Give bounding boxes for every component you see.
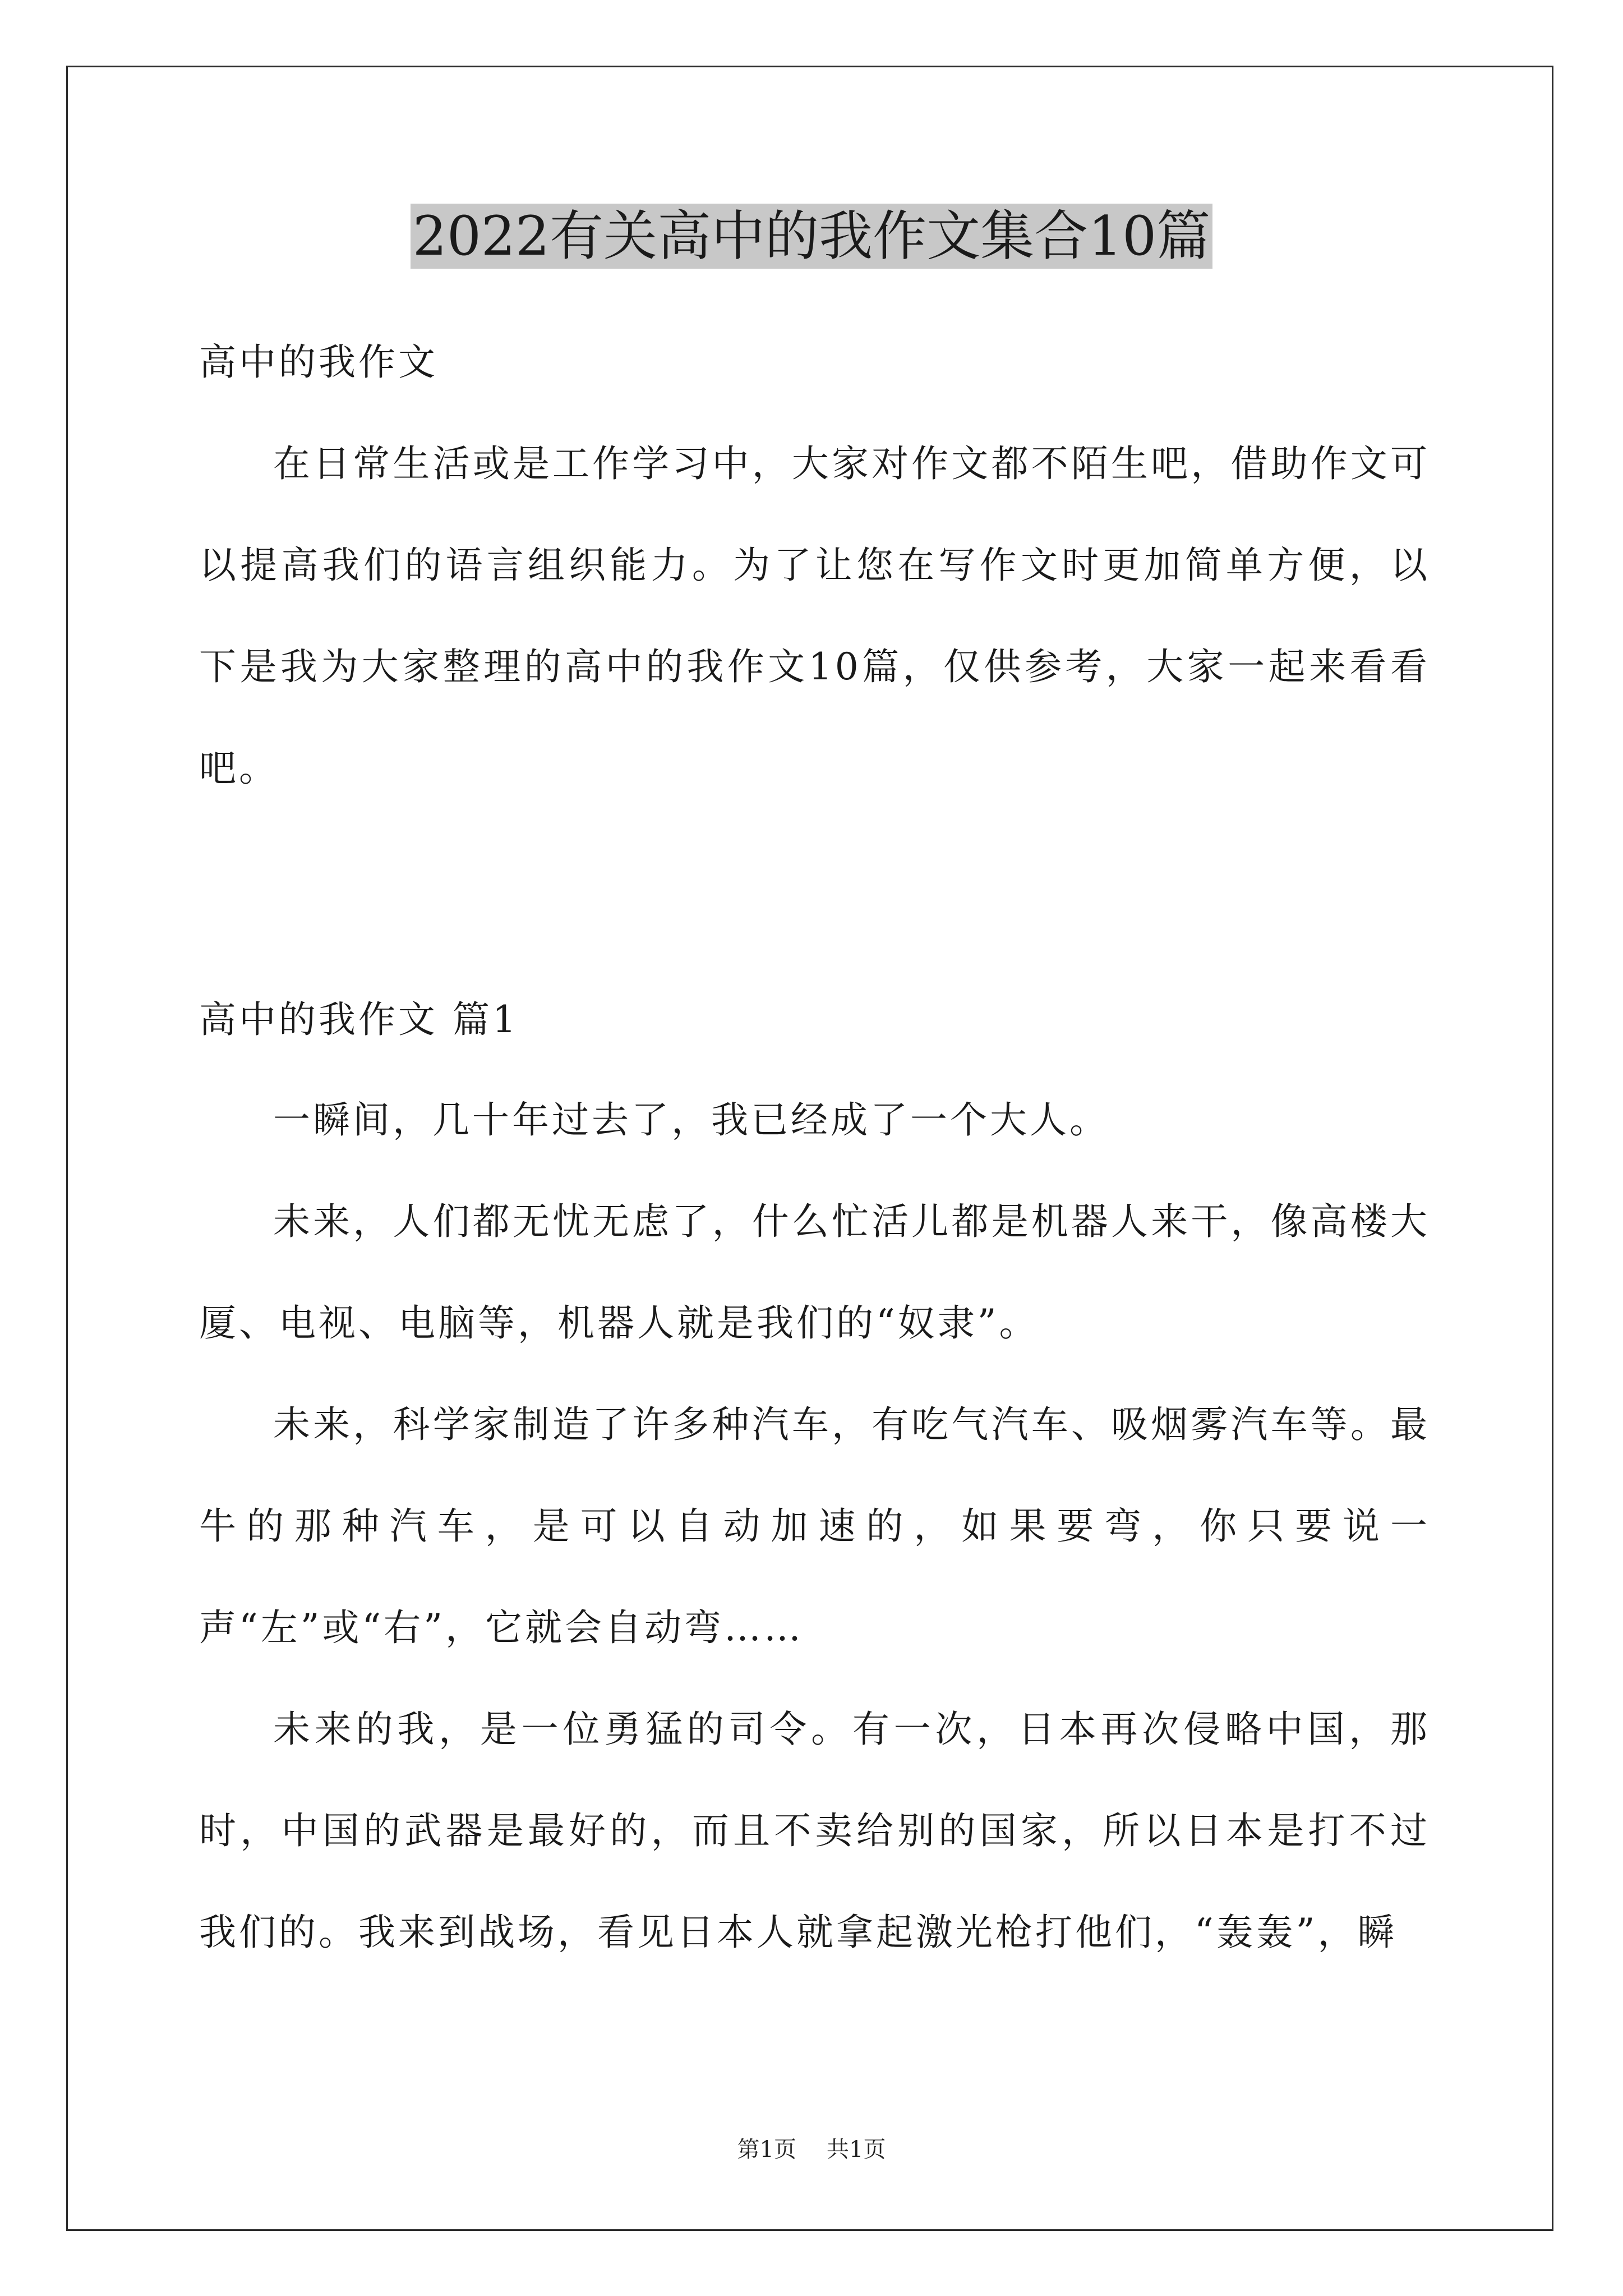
section-1-paragraph: 未来，科学家制造了许多种汽车，有吃气汽车、吸烟雾汽车等。最牛的那种汽车，是可以自动加速的，如果要弯，你只要说一声“左”或“右”，它就会自动弯…… — [199, 1403, 1430, 1649]
intro-paragraph: 在日常生活或是工作学习中，大家对作文都不陌生吧，借助作文可以提高我们的语言组织能力。为了让您在写作文时更加简单方便，以下是我为大家整理的高中的我作文10篇，仅供参考，大家一起来看看吧。 — [199, 442, 1430, 790]
intro-heading: 高中的我作文 — [199, 341, 438, 384]
section-1-heading: 高中的我作文 篇1 — [199, 998, 519, 1041]
section-1-paragraph: 未来的我，是一位勇猛的司令。有一次，日本再次侵略中国，那时，中国的武器是最好的，而且不卖给别的国家，所以日本是打不过我们的。我来到战场，看见日本人就拿起激光枪打他们，“轰轰”，瞬 — [199, 1708, 1430, 1954]
section-1-body — [199, 1069, 1430, 1983]
section-1 — [199, 969, 1430, 1070]
section-1-paragraph: 未来，人们都无忧无虑了，什么忙活儿都是机器人来干，像高楼大厦、电视、电脑等，机器人就是我们的“奴隶”。 — [199, 1200, 1430, 1345]
document-title-text: 2022有关高中的我作文集合10篇 — [411, 204, 1212, 269]
document-title — [0, 203, 1623, 269]
page-footer — [0, 2132, 1623, 2164]
intro-section — [199, 311, 1430, 413]
intro-body — [199, 413, 1430, 819]
page-number: 第1页 — [737, 2137, 796, 2162]
page-total: 共1页 — [827, 2137, 886, 2162]
section-1-paragraph: 一瞬间，几十年过去了，我已经成了一个大人。 — [273, 1098, 1109, 1142]
